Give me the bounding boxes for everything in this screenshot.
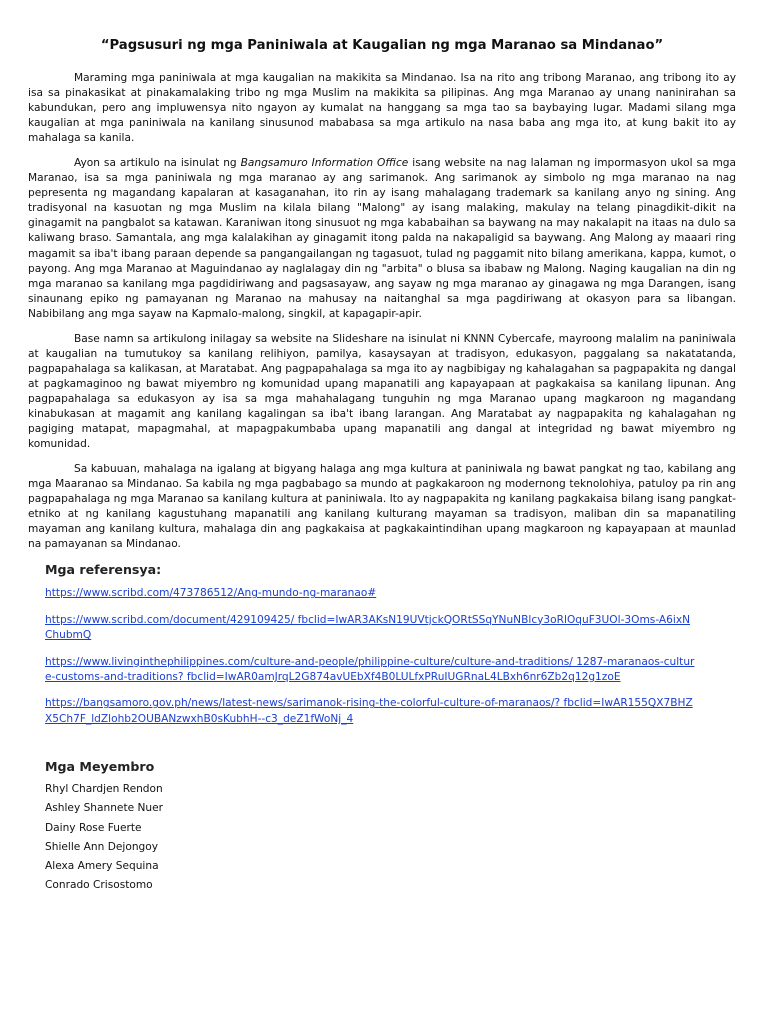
document-title: “Pagsusuri ng mga Paniniwala at Kaugalian ng mga Maranao sa Mindanao” [100, 38, 664, 53]
reference-link[interactable]: https://www.scribd.com/473786512/Ang-mundo-ng-maranao# [45, 587, 377, 600]
references-list [45, 586, 736, 727]
paragraph-sarimanok [28, 156, 736, 322]
paragraph-text: isang website na nag lalaman ng impormasyon ukol sa mga Maranao, isa sa mga paniniwala ng mga maranao ay ang sarimanok. Ang sarimanok ay simbolo ng mga maranao na nag pepresenta ng magandang kapalaran at kasaganahan, ito rin ay isang mahalagang trademark sa kanilang anyo ng sining. Ang tradisyonal na kasuotan ng mga Muslim na kilala bilang "Malong" ay isang malaking, makulay na telang pinagdikit-dikit na ginagamit na pangbalot sa katawan. Karaniwan itong sinusuot ng mga kababaihan sa baywang na may nakalapit na itaas na dulo sa kaliwang braso. Samantala, ang mga kalalakihan ay ginagamit itong palda na nakapaligid sa baywang. Ang Malong ay maaari ring magamit sa iba't ibang paraan depende sa pangangailangan ng tagasuot, tulad ng paggamit nito bilang amerikana, kappa, kumot, o payong. Ang mga Maranao at Maguindanao ay naglalagay din ng "arbita" o blusa sa ibabaw ng Malong. Naging kaugalian na din ng mga maranao sa kanilang mga pagdidiriwang and pagsasayaw, ang sayaw ng mga maranao ay ginagawa ng mga Darangen, isang sinaunang epiko ng pamayanan ng Maranao na mahusay na naitanghal sa mga pagdiriwang at okasyon para sa libangan. Nabibilang ang mga sayaw na Kapmalo-malong, singkil, at kapagapir-apir. [28, 157, 736, 320]
paragraph-beliefs: Base namn sa artikulong inilagay sa website na Slideshare na isinulat ni KNNN Cybercafe, mayroong malalim na paniniwala at kaugalian na tumutukoy sa kanilang relihiyon, pamilya, kasaysayan at tradisyon, edukasyon, paggalang sa nakatatanda, pagpapahalaga sa kalikasan, at Maratabat. Ang pagpapahalaga sa mga ito ay nagbibigay ng kahalagahan sa pagpapakita ng dangal at pagkamaginoo ng bawat miyembro ng komunidad upang mapanatili ang kapayapaan at pagkakaisa sa kanilang lipunan. Ang pagpapahalaga sa edukasyon ay isa sa mga mahahalagang tunguhin ng mga Maranao upang magkaroon ng magandang kinabukasan at magamit ang kanilang kagalingan sa iba't ibang larangan. Ang Maratabat ay nagpapakita ng kahalagahan ng pagiging matapat, mapagmahal, at mapagpakumbaba upang mapanatili ang dangal at integridad ng bawat miyembro ng komunidad. [28, 332, 736, 451]
member-name: Shielle Ann Dejongoy [45, 840, 159, 853]
paragraph-text: Ayon sa artikulo na isinulat ng [74, 157, 241, 170]
members-list [45, 780, 736, 895]
member-name: Dainy Rose Fuerte [45, 821, 142, 834]
references-heading: Mga referensya: [45, 562, 162, 578]
paragraph-intro: Maraming mga paniniwala at mga kaugalian na makikita sa Mindanao. Isa na rito ang tribong Maranao, ang tribong ito ay isa sa pinakasikat at pinakamalaking tribo ng mga Muslim na makikita sa pilipinas. Ang mga Maranao ay unang naninirahan sa kabundukan, pero ang impluwensya nito ngayon ay kumalat na hanggang sa mga tao sa baybaying lugar. Madami silang mga kaugalian at mga paniniwala na kanilang sinusunod mababasa sa mga artikulo na nasa baba ang mga ito, at kung bakit ito ay mahalaga sa kanila. [28, 72, 736, 145]
list-item [45, 655, 736, 686]
reference-link[interactable]: https://www.scribd.com/document/429109425/ fbclid=IwAR3AKsN19UVtjckQORtSSqYNuNBlcy3oRlOquF3UOl-3Oms-A6ixNChubmQ [45, 613, 691, 642]
list-item [45, 613, 736, 644]
member-name: Alexa Amery Sequina [45, 860, 159, 873]
paragraph-conclusion: Sa kabuuan, mahalaga na igalang at bigyang halaga ang mga kultura at paniniwala ng bawat pangkat ng tao, kabilang ang mga Maaranao sa Mindanao. Sa kabila ng mga pagbabago sa mundo at pagkakaroon ng modernong teknolohiya, patuloy pa rin ang pagpapahalaga ng mga Maranao sa kanilang kultura at paniniwala. Ito ay nagpapakita ng kanilang pagkakaisa bilang isang pangkat-etniko at ng kanilang kagustuhang mapanatili ang kanilang kulturang mayaman sa tradisyon, maliban din sa mapanatiling mayaman ang kanilang kultura, mahalaga din ang pagkakaisa at pagkakaintindihan upang magkaroon ng kapayapaan at maunlad na pamayanan sa Mindanao. [28, 463, 736, 551]
member-name: Rhyl Chardjen Rendon [45, 783, 163, 796]
source-name: Bangsamuro Information Office [240, 157, 409, 170]
list-item [45, 696, 736, 727]
member-name: Ashley Shannete Nuer [45, 802, 164, 815]
reference-link[interactable]: https://bangsamoro.gov.ph/news/latest-news/sarimanok-rising-the-colorful-culture-of-maranaos/? fbclid=IwAR155QX7BHZX5Ch7F_ldZlohb2OUBANzwxhB0sKubhH--c3_deZ1fWoNj_4 [45, 697, 693, 725]
reference-link[interactable]: https://www.livinginthephilippines.com/culture-and-people/philippine-culture/culture-and-traditions/ 1287-maranaos-culture-customs-and-traditions? fbclid=IwAR0amJrqL2G874avUEbXf4B0LULfxPRuIUGRnaL4LBxh6nr6Zb2q12g1zoE [45, 655, 695, 684]
list-item [45, 586, 736, 601]
member-name: Conrado Crisostomo [45, 879, 153, 892]
members-heading: Mga Meyembro [45, 759, 155, 775]
